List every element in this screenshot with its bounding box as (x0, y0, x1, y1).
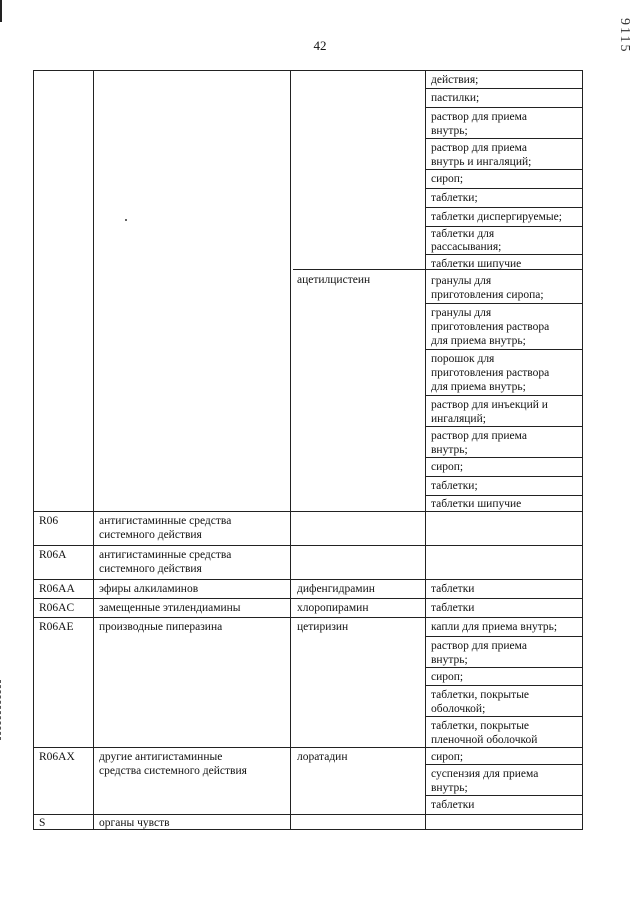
dosage-form: таблетки диспергируемые; (431, 211, 562, 223)
row-line (34, 814, 582, 815)
drug-inn: цетиризин (297, 621, 349, 633)
form-line (425, 207, 582, 208)
dosage-form: внутрь; (431, 444, 468, 456)
dosage-form: ингаляций; (431, 413, 486, 425)
dosage-form: приготовления сиропа; (431, 289, 544, 301)
dosage-form: приготовления раствора (431, 367, 550, 379)
col-line-2 (290, 71, 291, 829)
atc-group-name: другие антигистаминные (99, 751, 223, 763)
dosage-form: таблетки; (431, 480, 478, 492)
dosage-form: раствор для приема (431, 142, 527, 154)
form-line (425, 667, 582, 668)
dosage-form: для приема внутрь; (431, 335, 526, 347)
corner-handwritten-mark: 9115 (617, 18, 632, 54)
dosage-form: действия; (431, 74, 479, 86)
drug-inn: ацетилцистеин (297, 274, 371, 286)
row-line (34, 545, 582, 546)
drug-table (33, 70, 583, 830)
dosage-form: таблетки; (431, 192, 478, 204)
atc-group-name: органы чувств (99, 817, 170, 829)
dosage-form: таблетки (431, 799, 475, 811)
form-line (425, 716, 582, 717)
form-line (425, 457, 582, 458)
dosage-form: внутрь и ингаляций; (431, 156, 532, 168)
form-line (425, 495, 582, 496)
form-line (425, 303, 582, 304)
form-line (425, 254, 582, 255)
form-line (425, 138, 582, 139)
dosage-form: порошок для (431, 353, 495, 365)
atc-code: R06A (39, 549, 67, 561)
form-line (425, 88, 582, 89)
dosage-form: таблетки шипучие (431, 258, 522, 270)
atc-group-name: средства системного действия (99, 765, 247, 777)
dosage-form: внутрь; (431, 782, 468, 794)
drug-inn: дифенгидрамин (297, 583, 375, 595)
drug-inn: лоратадин (297, 751, 348, 763)
dosage-form: таблетки, покрытые (431, 720, 530, 732)
dosage-form: приготовления раствора (431, 321, 550, 333)
form-line (425, 636, 582, 637)
atc-group-name: эфиры алкиламинов (99, 583, 199, 595)
dosage-form: пастилки; (431, 92, 480, 104)
form-line (425, 764, 582, 765)
dosage-form: таблетки (431, 583, 475, 595)
row-line (34, 598, 582, 599)
scan-edge-mark (0, 0, 2, 22)
dosage-form: таблетки для (431, 228, 495, 240)
dosage-form: внутрь; (431, 654, 468, 666)
col-line-1 (93, 71, 94, 829)
atc-group-name: системного действия (99, 563, 202, 575)
dosage-form: сироп; (431, 173, 464, 185)
atc-code: R06AX (39, 751, 75, 763)
form-line (425, 188, 582, 189)
dosage-form: сироп; (431, 751, 464, 763)
row-line (34, 617, 582, 618)
dosage-form: гранулы для (431, 275, 492, 287)
atc-group-name: антигистаминные средства (99, 515, 232, 527)
atc-group-name: производные пиперазина (99, 621, 223, 633)
atc-code: R06AC (39, 602, 75, 614)
dosage-form: таблетки шипучие (431, 498, 522, 510)
dosage-form: раствор для приема (431, 111, 527, 123)
stray-dot (125, 219, 127, 221)
dosage-form: таблетки (431, 602, 475, 614)
dosage-form: оболочкой; (431, 703, 486, 715)
atc-code: R06AA (39, 583, 75, 595)
atc-group-name: замещенные этилендиамины (99, 602, 241, 614)
scan-left-mark (0, 680, 3, 740)
drug-inn: хлоропирамин (297, 602, 369, 614)
form-line (425, 795, 582, 796)
page-number: 42 (313, 38, 327, 53)
atc-code: R06AE (39, 621, 74, 633)
form-line (425, 169, 582, 170)
form-line (425, 349, 582, 350)
form-line (425, 476, 582, 477)
dosage-form: для приема внутрь; (431, 381, 526, 393)
form-line (425, 426, 582, 427)
dosage-form: раствор для приема (431, 430, 527, 442)
row-line (34, 579, 582, 580)
dosage-form: гранулы для (431, 307, 492, 319)
dosage-form: сироп; (431, 461, 464, 473)
atc-code: R06 (39, 515, 59, 527)
dosage-form: рассасывания; (431, 241, 502, 253)
row-line (34, 747, 582, 748)
atc-group-name: антигистаминные средства (99, 549, 232, 561)
dosage-form: пленочной оболочкой (431, 734, 538, 746)
dosage-form: капли для приема внутрь; (431, 621, 558, 633)
dosage-form: сироп; (431, 671, 464, 683)
row-line (34, 511, 582, 512)
form-line (425, 107, 582, 108)
dosage-form: раствор для приема (431, 640, 527, 652)
form-line (425, 685, 582, 686)
atc-code: S (39, 817, 46, 829)
dosage-form: раствор для инъекций и (431, 399, 548, 411)
dosage-form: таблетки, покрытые (431, 689, 530, 701)
dosage-form: суспензия для приема (431, 768, 539, 780)
form-line (425, 395, 582, 396)
atc-group-name: системного действия (99, 529, 202, 541)
dosage-form: внутрь; (431, 125, 468, 137)
